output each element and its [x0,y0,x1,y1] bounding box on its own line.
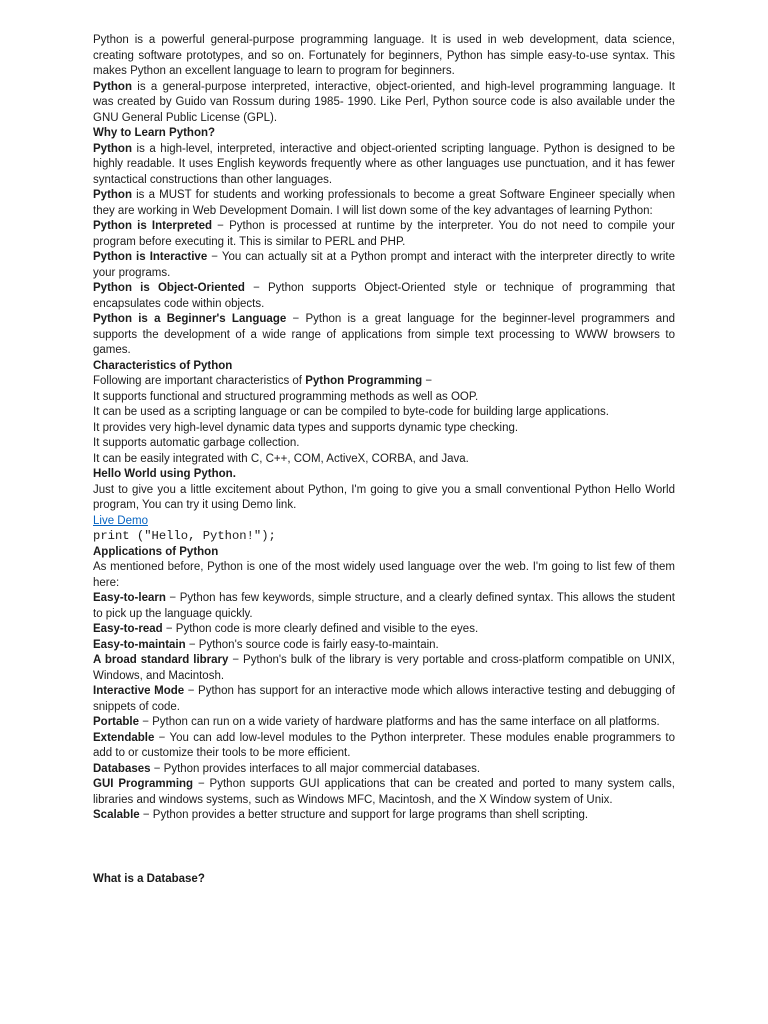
body-text: It provides very high-level dynamic data types and supports dynamic type checking. [93,421,519,434]
body-text: is a high-level, interpreted, interactive and object-oriented scripting language. Python is designed to be highly readable. It uses English keywords frequently where as other languages use punctuation, and it has fewer syntactical constructions than other languages. [93,142,675,186]
application-scalable [93,808,675,824]
application-interactive-mode [93,684,675,715]
body-text: It can be used as a scripting language or can be compiled to byte-code for building large applications. [93,406,609,418]
body-text: is a MUST for students and working professionals to become a great Software Engineer specially when they are working in Web Development Domain. I will list down some of the key advantages of learning Python: [93,189,675,217]
body-text: It supports automatic garbage collection. [93,437,300,449]
characteristic-integration [93,452,675,468]
body-text: − You can actually sit at a Python prompt and interact with the interpreter directly to write your programs. [93,251,675,279]
body-text: − Python provides a better structure and support for large programs than shell scripting. [139,809,589,821]
body-text: − Python's bulk of the library is very portable and cross-platform compatible on UNIX, Windows, and Macintosh. [93,654,675,682]
characteristic-garbage-collection [93,436,675,452]
characteristic-oop [93,390,675,406]
body-text: − Python's source code is fairly easy-to-maintain. [185,638,439,651]
bold-text: Python [93,189,132,201]
bold-text: Python Programming [305,375,423,387]
python-overview-paragraph [93,80,675,127]
application-easy-to-read [93,622,675,638]
python-beginners-language-paragraph [93,312,675,359]
application-easy-to-maintain [93,638,675,654]
bold-text: Python is Interpreted [93,220,212,232]
bold-text: Python [93,142,132,155]
heading-characteristics: Characteristics of Python [93,359,233,372]
body-text: − Python is processed at runtime by the interpreter. You do not need to compile your program before executing it. This is similar to PERL and PHP. [93,220,675,248]
body-text: As mentioned before, Python is one of the most widely used language over the web. I'm going to list few of them here: [93,561,675,589]
heading-what-is-a-database: What is a Database? [93,872,205,885]
body-text: is a general-purpose interpreted, interactive, object-oriented, and high-level programming language. It was created by Guido van Rossum during 1985- 1990. Like Perl, Python source code is also available under the GNU General Public License (GPL). [93,80,675,124]
body-text: − Python is a great language for the beginner-level programmers and supports the development of a wide range of applications from simple text processing to WWW browsers to games. [93,313,675,356]
bold-text: Databases [93,762,151,775]
bold-text: Portable [93,716,140,728]
python-readable-paragraph [93,142,675,189]
document-body [93,33,675,887]
applications-intro-paragraph [93,560,675,591]
heading-why-learn-python: Why to Learn Python? [93,127,216,139]
application-extendable [93,731,675,762]
bold-text: Easy-to-maintain [93,638,186,651]
body-text: Following are important characteristics of [93,375,306,387]
body-text: − Python has few keywords, simple structure, and a clearly defined syntax. This allows the student to pick up the language quickly. [93,592,675,620]
bold-text: Easy-to-read [93,623,163,635]
body-text: − Python code is more clearly defined and visible to the eyes. [162,623,479,635]
body-text: It supports functional and structured programming methods as well as OOP. [93,390,479,403]
intro-paragraph [93,33,675,80]
characteristic-dynamic-types [93,421,675,437]
application-easy-to-learn [93,591,675,622]
live-demo-link-line [93,514,675,530]
application-databases [93,762,675,778]
bold-text: A broad standard library [93,654,229,666]
bold-text: Extendable [93,731,155,744]
hello-world-intro-paragraph [93,483,675,514]
body-text: − Python can run on a wide variety of hardware platforms and has the same interface on all platforms. [139,716,660,728]
section-gap [93,824,675,872]
body-text: It can be easily integrated with C, C++, COM, ActiveX, CORBA, and Java. [93,452,469,465]
heading-applications: Applications of Python [93,545,219,558]
body-text: − [422,375,433,387]
bold-text: Python is a Beginner's Language [93,313,287,325]
bold-text: Python is Object-Oriented [93,282,245,294]
characteristic-scripting [93,405,675,421]
python-object-oriented-paragraph [93,281,675,312]
application-portable [93,715,675,731]
live-demo-link[interactable]: Live Demo [93,514,148,527]
bold-text: Interactive Mode [93,685,185,697]
python-interactive-paragraph [93,250,675,281]
body-text: Python is a powerful general-purpose programming language. It is used in web development, data science, creating software prototypes, and so on. Fortunately for beginners, Python has simple easy-to-use syntax. This makes Python an excellent language to learn to program for beginners. [93,34,675,77]
body-text: − Python supports GUI applications that can be created and ported to many system calls, libraries and windows systems, such as Windows MFC, Macintosh, and the X Window system of Unix. [93,778,676,806]
application-gui-programming [93,777,675,808]
bold-text: Scalable [93,809,140,821]
python-interpreted-paragraph [93,219,675,250]
body-text: − Python provides interfaces to all major commercial databases. [150,762,481,775]
bold-text: Python is Interactive [93,251,208,263]
characteristics-intro-paragraph [93,374,675,390]
application-standard-library [93,653,675,684]
body-text: − Python supports Object-Oriented style or technique of programming that encapsulates code within objects. [93,282,675,310]
bold-text: Python [93,80,132,93]
body-text: Just to give you a little excitement about Python, I'm going to give you a small conventional Python Hello World program, You can try it using Demo link. [93,483,675,511]
hello-world-code: print ("Hello, Python!"); [93,529,276,543]
python-must-paragraph [93,188,675,219]
body-text: − You can add low-level modules to the Python interpreter. These modules enable programmers to add to or customize their tools to be more efficient. [93,731,675,759]
heading-hello-world: Hello World using Python. [93,468,236,480]
bold-text: GUI Programming [93,778,194,790]
bold-text: Easy-to-learn [93,592,166,604]
body-text: − Python has support for an interactive mode which allows interactive testing and debugging of snippets of code. [93,685,676,713]
